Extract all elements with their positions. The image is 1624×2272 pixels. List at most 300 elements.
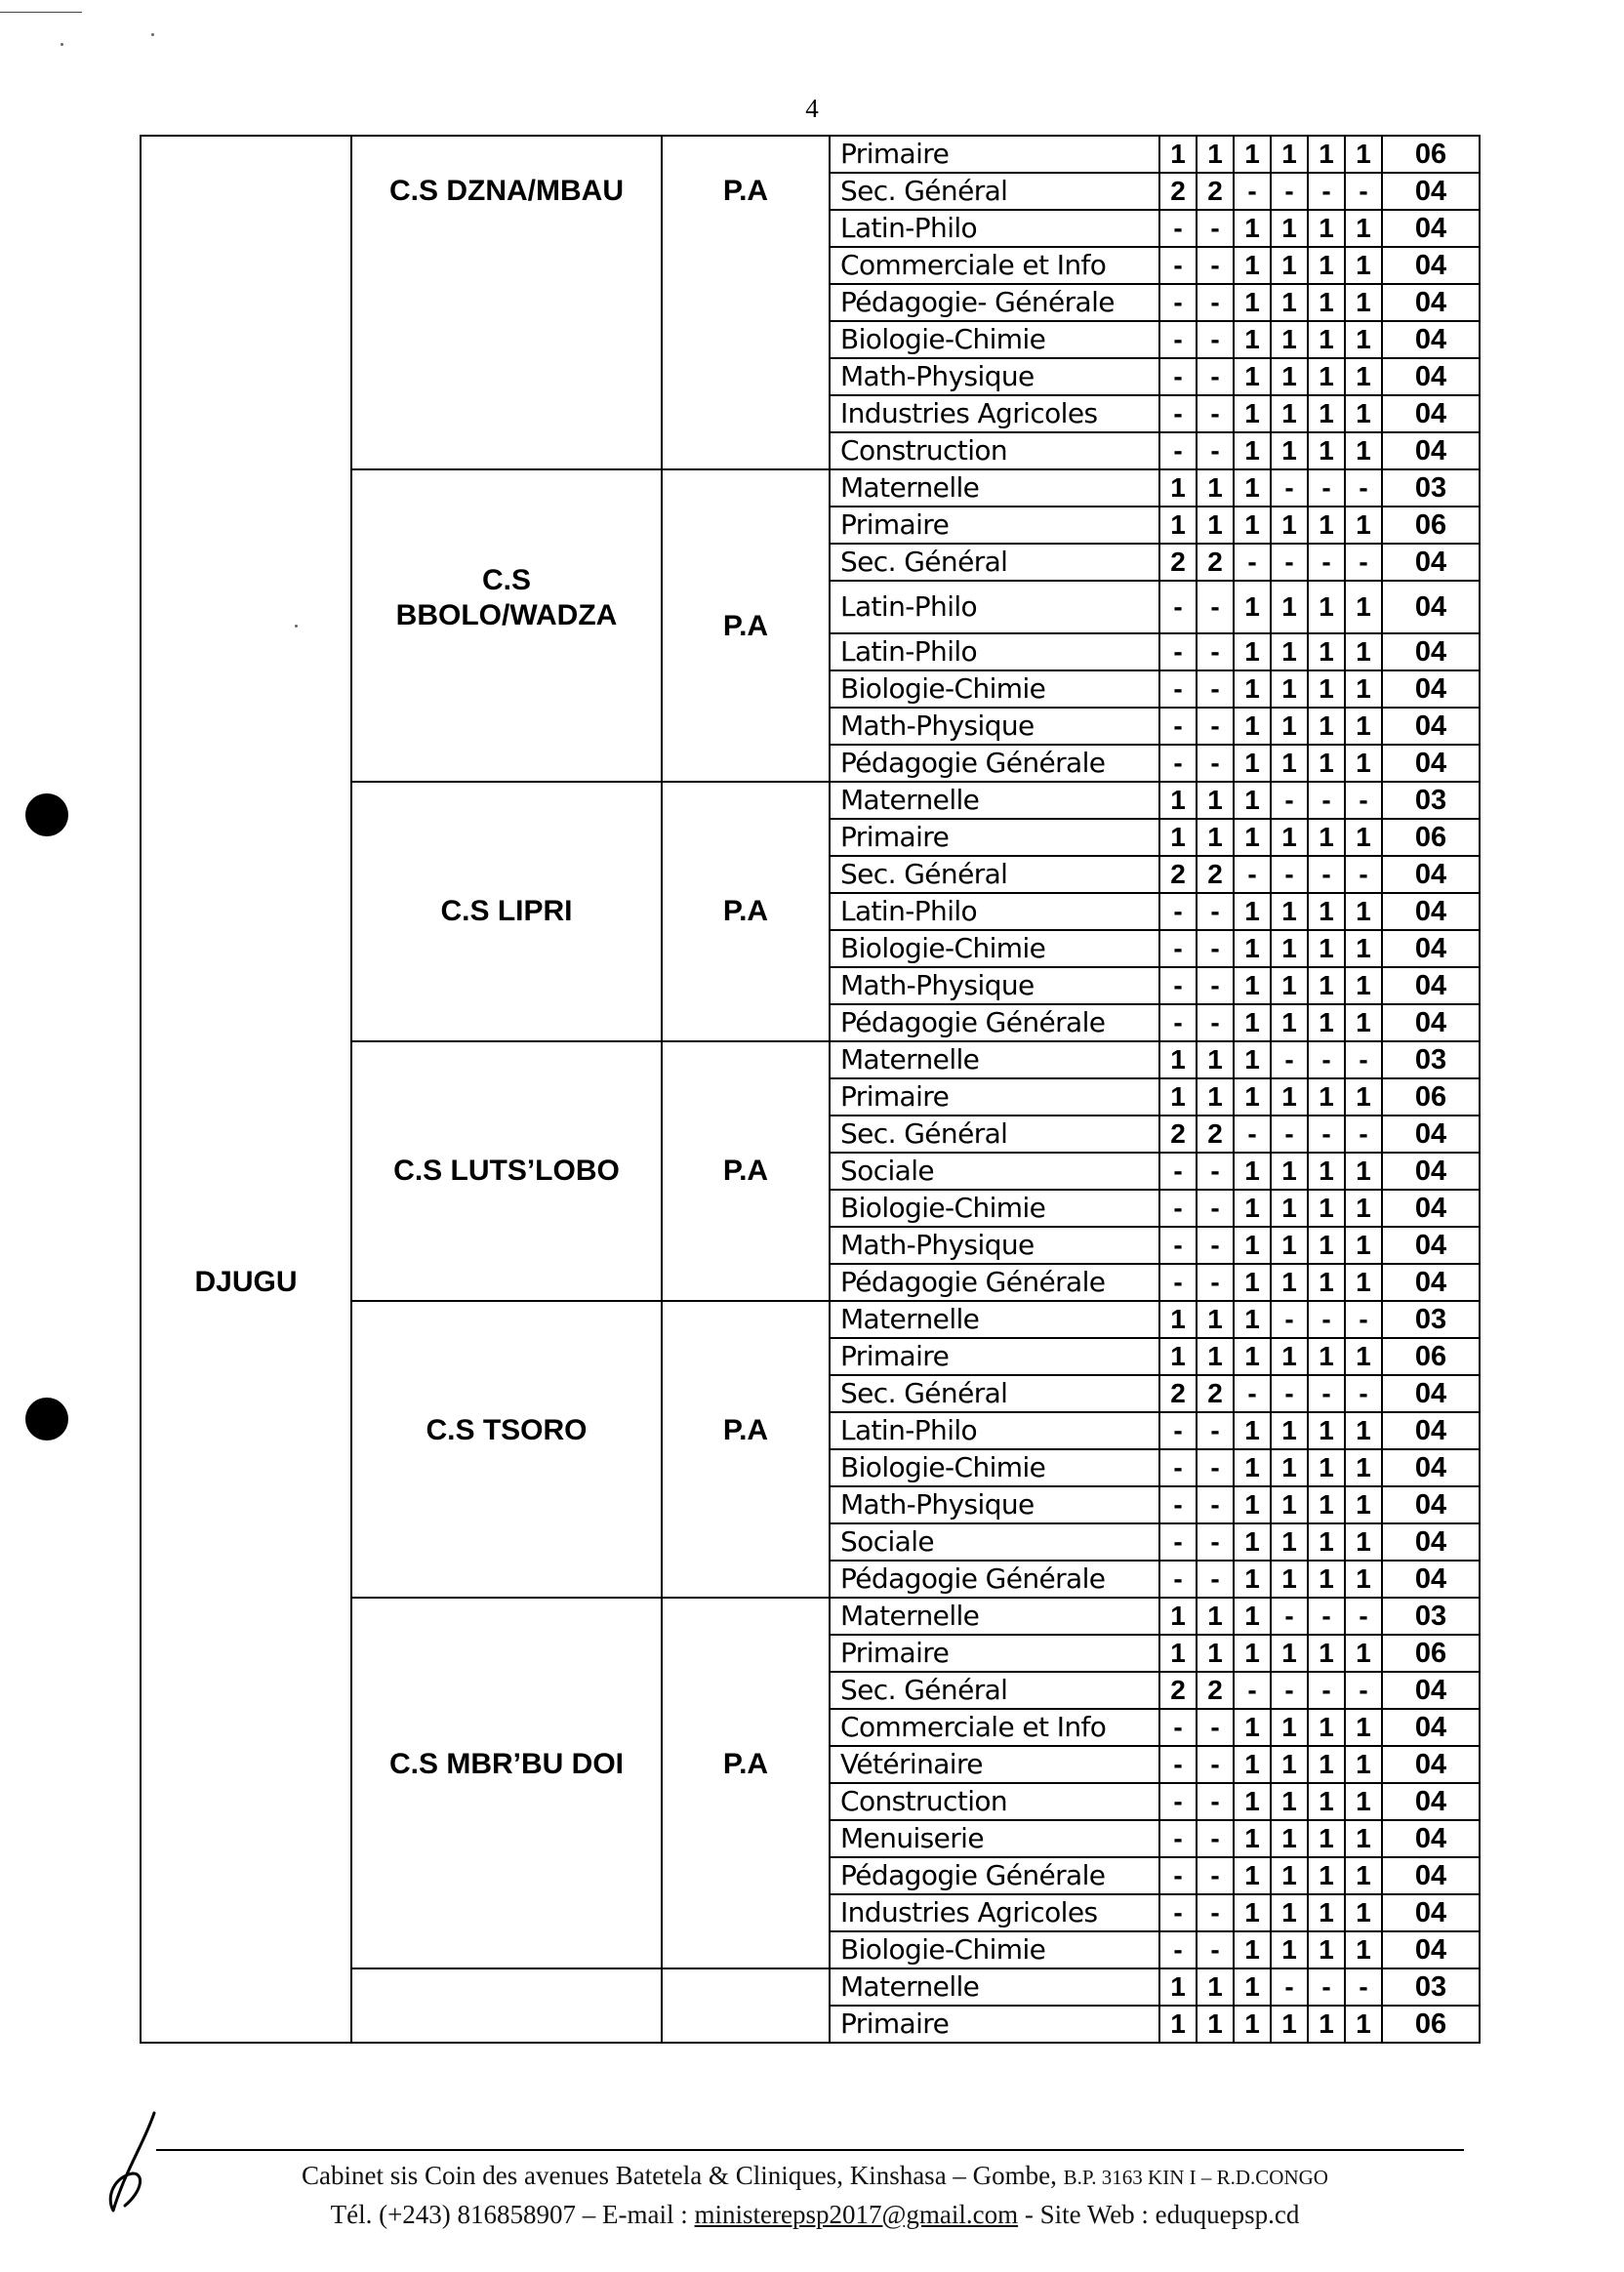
row-total: 04 (1382, 581, 1480, 633)
class-count: 1 (1234, 1523, 1271, 1561)
school-name-cell (351, 930, 662, 967)
school-name-cell (351, 507, 662, 544)
class-count: - (1345, 1598, 1382, 1635)
district-cell (141, 782, 351, 819)
class-count: - (1197, 432, 1234, 469)
class-count: 1 (1159, 1968, 1197, 2006)
class-count: 1 (1308, 670, 1345, 708)
class-count: 1 (1197, 1338, 1234, 1375)
row-total: 03 (1382, 1301, 1480, 1338)
school-type-cell (662, 544, 830, 581)
table-row (141, 1486, 1480, 1523)
table-row (141, 856, 1480, 893)
class-count: - (1159, 321, 1197, 358)
school-name: C.S LUTS’LOBO (393, 1155, 620, 1187)
class-count: 1 (1271, 1783, 1308, 1820)
row-total: 04 (1382, 1820, 1480, 1857)
district-cell (141, 395, 351, 432)
class-count: 1 (1234, 432, 1271, 469)
option-name: Biologie-Chimie (830, 321, 1159, 358)
class-count: - (1159, 1004, 1197, 1041)
class-count: 1 (1345, 284, 1382, 321)
class-count: 1 (1197, 1968, 1234, 2006)
class-count: 1 (1271, 745, 1308, 782)
class-count: 1 (1308, 708, 1345, 745)
school-name-cell (351, 745, 662, 782)
class-count: - (1345, 1041, 1382, 1078)
school-type-cell (662, 1412, 830, 1449)
row-total: 04 (1382, 1857, 1480, 1894)
footer-contact (166, 2196, 1464, 2233)
option-name: Biologie-Chimie (830, 930, 1159, 967)
class-count: 1 (1345, 1486, 1382, 1523)
class-count: 2 (1159, 544, 1197, 581)
row-total: 04 (1382, 544, 1480, 581)
school-options-table (140, 135, 1481, 2044)
class-count: 1 (1271, 1894, 1308, 1931)
school-name-cell (351, 1894, 662, 1931)
class-count: - (1308, 173, 1345, 210)
school-name-cell (351, 1190, 662, 1227)
district-cell (141, 1968, 351, 2006)
table-row (141, 1412, 1480, 1449)
class-count: 1 (1234, 1820, 1271, 1857)
class-count: 1 (1345, 507, 1382, 544)
class-count: 1 (1159, 469, 1197, 507)
table-row (141, 1672, 1480, 1709)
class-count: 2 (1159, 1116, 1197, 1153)
table-row (141, 1041, 1480, 1078)
class-count: 1 (1271, 247, 1308, 284)
class-count: 1 (1271, 1746, 1308, 1783)
table-row (141, 173, 1480, 210)
district-cell (141, 544, 351, 581)
option-name: Primaire (830, 1338, 1159, 1375)
class-count: 1 (1345, 1338, 1382, 1375)
row-total: 04 (1382, 284, 1480, 321)
class-count: - (1197, 1561, 1234, 1598)
class-count: 2 (1197, 1116, 1234, 1153)
class-count: 1 (1308, 2006, 1345, 2043)
table-row (141, 247, 1480, 284)
class-count: 1 (1345, 670, 1382, 708)
class-count: - (1308, 1116, 1345, 1153)
class-count: 1 (1308, 321, 1345, 358)
school-type-cell (662, 1561, 830, 1598)
class-count: - (1197, 1746, 1234, 1783)
row-total: 06 (1382, 136, 1480, 173)
school-name-cell (351, 1561, 662, 1598)
row-total: 06 (1382, 1635, 1480, 1672)
class-count: 1 (1271, 1931, 1308, 1968)
class-count: 1 (1308, 1820, 1345, 1857)
class-count: 1 (1159, 136, 1197, 173)
class-count: 1 (1234, 1264, 1271, 1301)
class-count: - (1159, 633, 1197, 670)
school-name-cell (351, 136, 662, 173)
scan-speck (61, 43, 63, 46)
school-name: C.S TSORO (426, 1414, 588, 1446)
school-name-cell (351, 1338, 662, 1375)
school-name-cell (351, 358, 662, 395)
class-count: - (1197, 1820, 1234, 1857)
class-count: 1 (1345, 1894, 1382, 1931)
table-row (141, 819, 1480, 856)
class-count: - (1234, 1672, 1271, 1709)
option-name: Sec. Général (830, 1116, 1159, 1153)
class-count: 1 (1197, 507, 1234, 544)
class-count: 1 (1308, 1746, 1345, 1783)
class-count: 1 (1197, 782, 1234, 819)
class-count: 1 (1345, 247, 1382, 284)
district-cell (141, 1672, 351, 1709)
class-count: - (1159, 1857, 1197, 1894)
option-name: Maternelle (830, 1301, 1159, 1338)
school-type-cell (662, 1931, 830, 1968)
class-count: 1 (1159, 1598, 1197, 1635)
row-total: 04 (1382, 173, 1480, 210)
table-row (141, 581, 1480, 633)
school-type-cell (662, 1672, 830, 1709)
punch-hole (25, 793, 68, 836)
class-count: 1 (1308, 395, 1345, 432)
district-cell (141, 1709, 351, 1746)
class-count: 1 (1234, 1968, 1271, 2006)
school-name-cell (351, 1153, 662, 1190)
class-count: 1 (1308, 1635, 1345, 1672)
row-total: 06 (1382, 507, 1480, 544)
footer-rule (156, 2149, 1464, 2151)
row-total: 06 (1382, 1078, 1480, 1116)
class-count: - (1197, 358, 1234, 395)
class-count: - (1197, 893, 1234, 930)
class-count: 1 (1234, 358, 1271, 395)
option-name: Primaire (830, 136, 1159, 173)
class-count: - (1308, 544, 1345, 581)
class-count: - (1197, 1857, 1234, 1894)
class-count: 1 (1345, 1153, 1382, 1190)
option-name: Maternelle (830, 1968, 1159, 2006)
class-count: 2 (1159, 1375, 1197, 1412)
school-type-cell (662, 893, 830, 930)
row-total: 04 (1382, 358, 1480, 395)
row-total: 04 (1382, 1375, 1480, 1412)
school-type-cell (662, 1227, 830, 1264)
class-count: 1 (1159, 2006, 1197, 2043)
class-count: 1 (1234, 1486, 1271, 1523)
class-count: 1 (1345, 1190, 1382, 1227)
class-count: - (1197, 633, 1234, 670)
school-type-cell (662, 173, 830, 210)
class-count: - (1271, 1672, 1308, 1709)
class-count: - (1308, 1672, 1345, 1709)
district-cell (141, 819, 351, 856)
class-count: 1 (1271, 395, 1308, 432)
school-type-cell (662, 1116, 830, 1153)
class-count: 1 (1271, 1004, 1308, 1041)
school-type-cell (662, 358, 830, 395)
district-cell (141, 708, 351, 745)
district-cell (141, 432, 351, 469)
district-cell (141, 1412, 351, 1449)
school-name-cell (351, 1078, 662, 1116)
district-cell (141, 1783, 351, 1820)
class-count: 1 (1271, 1486, 1308, 1523)
class-count: 1 (1271, 1338, 1308, 1375)
class-count: - (1159, 284, 1197, 321)
school-type-cell (662, 782, 830, 819)
class-count: 1 (1234, 708, 1271, 745)
class-count: 1 (1271, 1709, 1308, 1746)
row-total: 03 (1382, 1968, 1480, 2006)
table-row (141, 1227, 1480, 1264)
class-count: - (1271, 1041, 1308, 1078)
school-name-cell (351, 564, 662, 633)
class-count: 1 (1345, 210, 1382, 247)
class-count: 1 (1271, 1153, 1308, 1190)
school-name-cell (351, 1968, 662, 2006)
school-type-cell (662, 1153, 830, 1190)
row-total: 04 (1382, 1709, 1480, 1746)
row-total: 04 (1382, 1672, 1480, 1709)
table-row (141, 1338, 1480, 1375)
class-count: 1 (1345, 358, 1382, 395)
row-total: 04 (1382, 1004, 1480, 1041)
class-count: - (1271, 1116, 1308, 1153)
table-row (141, 1635, 1480, 1672)
class-count: 1 (1159, 782, 1197, 819)
class-count: 1 (1308, 507, 1345, 544)
school-name-cell (351, 2006, 662, 2043)
class-count: - (1197, 930, 1234, 967)
class-count: - (1197, 745, 1234, 782)
school-name-cell (351, 284, 662, 321)
class-count: 1 (1345, 633, 1382, 670)
district-cell (141, 173, 351, 210)
district-cell (141, 321, 351, 358)
option-name: Industries Agricoles (830, 1894, 1159, 1931)
scan-edge-line (0, 12, 82, 13)
class-count: 1 (1234, 1635, 1271, 1672)
class-count: 1 (1308, 1264, 1345, 1301)
class-count: 1 (1345, 321, 1382, 358)
footer-website: - Site Web : eduquepsp.cd (1018, 2200, 1300, 2229)
class-count: - (1197, 1004, 1234, 1041)
school-name-cell (351, 1783, 662, 1820)
table-row (141, 2006, 1480, 2043)
option-name: Maternelle (830, 782, 1159, 819)
row-total: 04 (1382, 1116, 1480, 1153)
table-row (141, 1301, 1480, 1338)
footer-po-box: B.P. 3163 KIN I – R.D.CONGO (1063, 2166, 1328, 2189)
option-name: Pédagogie- Générale (830, 284, 1159, 321)
option-name: Sociale (830, 1153, 1159, 1190)
table-row (141, 1746, 1480, 1783)
row-total: 04 (1382, 1486, 1480, 1523)
class-count: 1 (1234, 1041, 1271, 1078)
school-name-cell (351, 1449, 662, 1486)
footer-email-link[interactable]: ministerepsp2017@gmail.com (694, 2200, 1019, 2229)
school-name-cell (351, 708, 662, 745)
option-name: Pédagogie Générale (830, 745, 1159, 782)
class-count: 1 (1234, 819, 1271, 856)
class-count: 1 (1234, 284, 1271, 321)
class-count: 1 (1345, 1561, 1382, 1598)
table-row (141, 544, 1480, 581)
class-count: 1 (1271, 136, 1308, 173)
class-count: 1 (1197, 1635, 1234, 1672)
district-cell (141, 1598, 351, 1635)
class-count: - (1271, 1301, 1308, 1338)
class-count: 1 (1271, 930, 1308, 967)
school-name-cell (351, 819, 662, 856)
class-count: 1 (1308, 210, 1345, 247)
table-row (141, 1931, 1480, 1968)
class-count: 2 (1197, 544, 1234, 581)
table-row (141, 1190, 1480, 1227)
class-count: 2 (1197, 1672, 1234, 1709)
class-count: 1 (1308, 247, 1345, 284)
table-row (141, 136, 1480, 173)
class-count: 1 (1234, 1449, 1271, 1486)
class-count: 1 (1234, 1227, 1271, 1264)
class-count: - (1345, 782, 1382, 819)
class-count: 1 (1271, 1857, 1308, 1894)
class-count: 1 (1345, 819, 1382, 856)
school-name-cell (351, 670, 662, 708)
class-count: 1 (1271, 708, 1308, 745)
class-count: 1 (1234, 893, 1271, 930)
class-count: 1 (1308, 1449, 1345, 1486)
row-total: 04 (1382, 893, 1480, 930)
class-count: 1 (1271, 1412, 1308, 1449)
class-count: 1 (1234, 507, 1271, 544)
class-count: 1 (1308, 1894, 1345, 1931)
class-count: 1 (1271, 670, 1308, 708)
school-type-cell (662, 1968, 830, 2006)
class-count: 1 (1308, 1153, 1345, 1190)
option-name: Latin-Philo (830, 1412, 1159, 1449)
option-name: Pédagogie Générale (830, 1004, 1159, 1041)
class-count: 1 (1345, 1412, 1382, 1449)
table-row (141, 745, 1480, 782)
class-count: 1 (1308, 1857, 1345, 1894)
option-name: Pédagogie Générale (830, 1561, 1159, 1598)
option-name: Pédagogie Générale (830, 1857, 1159, 1894)
class-count: 1 (1345, 745, 1382, 782)
school-name-cell (351, 856, 662, 893)
option-name: Sociale (830, 1523, 1159, 1561)
class-count: 1 (1345, 1931, 1382, 1968)
class-count: 1 (1234, 1783, 1271, 1820)
school-name-cell (351, 1857, 662, 1894)
row-total: 04 (1382, 247, 1480, 284)
class-count: - (1159, 708, 1197, 745)
class-count: - (1271, 1375, 1308, 1412)
district-label: DJUGU (194, 1266, 298, 1298)
class-count: 1 (1308, 1190, 1345, 1227)
class-count: - (1159, 1486, 1197, 1523)
school-type-cell (662, 1820, 830, 1857)
class-count: 1 (1345, 1857, 1382, 1894)
class-count: - (1345, 1375, 1382, 1412)
table-row (141, 782, 1480, 819)
class-count: - (1271, 469, 1308, 507)
school-type-cell (662, 1894, 830, 1931)
district-cell (141, 893, 351, 930)
class-count: 1 (1197, 2006, 1234, 2043)
school-name-cell (351, 210, 662, 247)
district-cell (141, 247, 351, 284)
class-count: 1 (1308, 1523, 1345, 1561)
class-count: 1 (1271, 581, 1308, 633)
district-cell (141, 1375, 351, 1412)
school-type-cell (662, 1635, 830, 1672)
school-type-cell (662, 1857, 830, 1894)
class-count: - (1197, 967, 1234, 1004)
class-count: 1 (1159, 1301, 1197, 1338)
option-name: Latin-Philo (830, 633, 1159, 670)
table-row (141, 1968, 1480, 2006)
class-count: - (1271, 856, 1308, 893)
district-cell (141, 1153, 351, 1190)
school-type-cell (662, 1338, 830, 1375)
school-type: P.A (722, 1155, 769, 1187)
school-name-cell (351, 633, 662, 670)
school-name-cell (351, 173, 662, 210)
table-row (141, 1449, 1480, 1486)
row-total: 04 (1382, 1227, 1480, 1264)
school-name: C.S DZNA/MBAU (389, 175, 624, 207)
class-count: - (1159, 967, 1197, 1004)
table-row (141, 1375, 1480, 1412)
option-name: Latin-Philo (830, 581, 1159, 633)
class-count: 1 (1197, 469, 1234, 507)
class-count: - (1308, 1598, 1345, 1635)
option-name: Primaire (830, 1635, 1159, 1672)
class-count: 1 (1271, 1635, 1308, 1672)
class-count: - (1159, 432, 1197, 469)
class-count: 1 (1159, 507, 1197, 544)
district-cell (141, 210, 351, 247)
class-count: - (1197, 1153, 1234, 1190)
option-name: Latin-Philo (830, 210, 1159, 247)
school-type-cell (662, 210, 830, 247)
school-type-cell (662, 1598, 830, 1635)
class-count: 1 (1308, 745, 1345, 782)
district-cell (141, 1486, 351, 1523)
district-cell (141, 967, 351, 1004)
class-count: 1 (1234, 321, 1271, 358)
school-name-cell (351, 247, 662, 284)
class-count: 1 (1271, 358, 1308, 395)
footer-phone: Tél. (+243) 816858907 – E-mail : (330, 2200, 695, 2229)
class-count: 1 (1308, 1931, 1345, 1968)
district-cell (141, 1190, 351, 1227)
district-cell (141, 1227, 351, 1264)
option-name: Primaire (830, 2006, 1159, 2043)
table-row (141, 1709, 1480, 1746)
district-cell (141, 358, 351, 395)
class-count: 1 (1234, 633, 1271, 670)
class-count: 1 (1271, 1227, 1308, 1264)
class-count: - (1197, 1486, 1234, 1523)
district-cell (141, 670, 351, 708)
table-row (141, 1523, 1480, 1561)
district-cell (141, 1449, 351, 1486)
row-total: 04 (1382, 633, 1480, 670)
table-row (141, 1078, 1480, 1116)
